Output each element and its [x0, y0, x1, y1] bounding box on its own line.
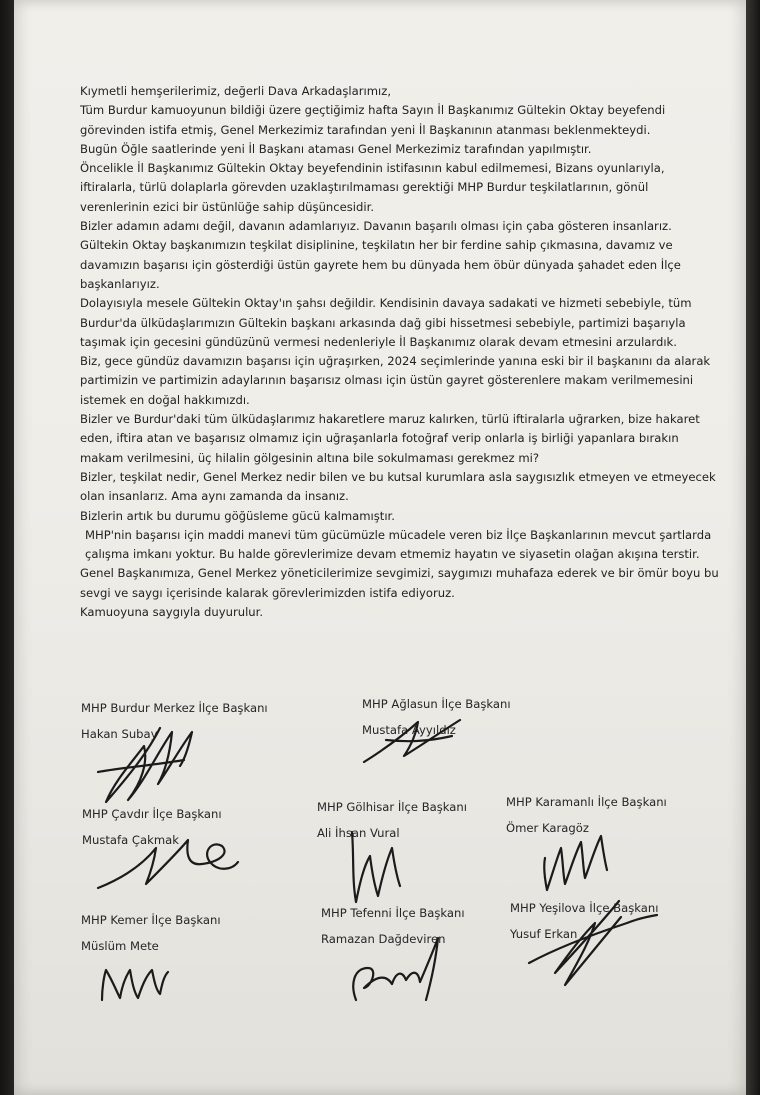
- letter-paragraph: Bizlerin artık bu durumu göğüsleme gücü kalmamıştır.: [80, 508, 395, 523]
- salutation: Kıymetli hemşerilerimiz, değerli Dava Arkadaşlarımız,: [80, 84, 392, 98]
- letter-paragraph: Genel Başkanımıza, Genel Merkez yöneticilerimize sevgimizi, saygımızı muhafaza ederek ve bir ömür boyu bu sevgi ve saygı içerisinde kalarak görevlerimizden istifa ediyoruz.: [80, 566, 719, 600]
- signature-block-cavdir: [82, 803, 222, 851]
- signatory-name: Ömer Karagöz: [506, 821, 589, 835]
- signatory-title: MHP Gölhisar İlçe Başkanı: [317, 800, 467, 814]
- letter-paragraph: Öncelikle İl Başkanımız Gültekin Oktay beyefendinin istifasının kabul edilmemesi, Bizans oyunlarıyla, iftiralarla, türlü dolaplarla görevden uzaklaştırılmaması gerektiği MHP Burdur teşkilatlarının, gönül verenlerinin ezici bir üstünlüğe sahip düşüncesidir.: [80, 161, 665, 214]
- letter-paragraph: MHP'nin başarısı için maddi manevi tüm gücümüzle mücadele veren biz İlçe Başkanlarının mevcut şartlarda çalışma imkanı yoktur. Bu halde görevlerimize devam etmemiz hayatın ve siyasetin olağan akışına terstir.: [85, 527, 712, 562]
- signature-block-golhisar: [317, 796, 467, 844]
- letter-paragraph: Gültekin Oktay başkanımızın teşkilat disiplinine, teşkilatın her bir ferdine sahip çıkmasına, davamız ve davamızın başarısı için gösterdiği üstün gayrete hem bu dünyada hem öbür dünyada şahadet eden İlçe başkanlarıyız.: [80, 238, 681, 291]
- signature-block-tefenni: [321, 902, 465, 950]
- signatory-name: Ali İhsan Vural: [317, 826, 400, 840]
- signatory-title: MHP Burdur Merkez İlçe Başkanı: [81, 701, 268, 715]
- letter-paragraph: Bugün Öğle saatlerinde yeni İl Başkanı ataması Genel Merkezimiz tarafından yapılmıştır.: [80, 141, 592, 156]
- signature-block-kemer: [81, 909, 221, 957]
- letter-paragraph: Bizler adamın adamı değil, davanın adamlarıyız. Davanın başarılı olması için çaba gösteren insanlarız.: [80, 219, 672, 234]
- signatory-name: Yusuf Erkan: [510, 927, 578, 941]
- letter-paragraph: Kamuoyuna saygıyla duyurulur.: [80, 605, 264, 620]
- letter-paragraph: Dolayısıyla mesele Gültekin Oktay'ın şahsı değildir. Kendisinin davaya sadakati ve hizmeti sebebiyle, tüm Burdur'da ülküdaşlarımızın Gültekin başkanı arkasında dağ gibi hissetmesi sebebiyle, partimizi başarıyla taşımak için gecesini gündüzünü vermesi nedenleriyle İl Başkanımız olarak devam etmesini arzulardık.: [80, 296, 692, 349]
- signatory-title: MHP Karamanlı İlçe Başkanı: [506, 795, 667, 809]
- signatory-title: MHP Kemer İlçe Başkanı: [81, 913, 221, 927]
- signatory-title: MHP Yeşilova İlçe Başkanı: [510, 901, 659, 915]
- signatory-title: MHP Tefenni İlçe Başkanı: [321, 906, 465, 920]
- letter-paragraph: Bizler ve Burdur'daki tüm ülküdaşlarımız hakaretlere maruz kalırken, türlü iftiralarla uğrarken, bize hakaret eden, iftira atan ve başarısız olmamız için uğraşanlarla fotoğraf verip onlarla iş birliği yapanlara bırakın makam verilmesini, üç hilalin gölgesinin altına bile sokulmaması gerekmez mi?: [80, 412, 700, 465]
- letter-paragraph: Tüm Burdur kamuoyunun bildiği üzere geçtiğimiz hafta Sayın İl Başkanımız Gültekin Oktay beyefendi görevinden istifa etmiş, Genel Merkezimiz tarafından yeni İl Başkanının atanması beklenmekteydi.: [80, 103, 666, 137]
- letter-paragraph: Bizler, teşkilat nedir, Genel Merkez nedir bilen ve bu kutsal kurumlara asla saygısızlık etmeyen ve etmeyecek olan insanlarız. Ama aynı zamanda da insanız.: [80, 469, 716, 504]
- signatory-name: Müslüm Mete: [81, 939, 159, 953]
- signature-block-yesilova: [510, 897, 658, 945]
- signature-block-karamanli: [506, 791, 667, 839]
- signatory-name: Hakan Subay: [81, 727, 158, 741]
- signatory-name: Mustafa Ayyıldız: [362, 723, 456, 737]
- signatory-title: MHP Çavdır İlçe Başkanı: [82, 807, 222, 821]
- signatory-title: MHP Ağlasun İlçe Başkanı: [362, 697, 511, 711]
- signatory-name: Ramazan Dağdeviren: [321, 932, 446, 946]
- dark-background-right: [744, 0, 760, 1095]
- signatory-name: Mustafa Çakmak: [82, 833, 179, 847]
- signature-block-aglasun: [362, 693, 511, 741]
- letter-body: [80, 82, 720, 622]
- signature-block-burdur-merkez: [81, 697, 268, 745]
- letter-paragraph: Biz, gece gündüz davamızın başarısı için uğraşırken, 2024 seçimlerinde yanına eski bir il başkanını da alarak partimizin ve partimizin adaylarının başarısız olması için üstün gayret gösterenlere makam verilmemesini istemek en doğal hakkımızdı.: [80, 354, 711, 407]
